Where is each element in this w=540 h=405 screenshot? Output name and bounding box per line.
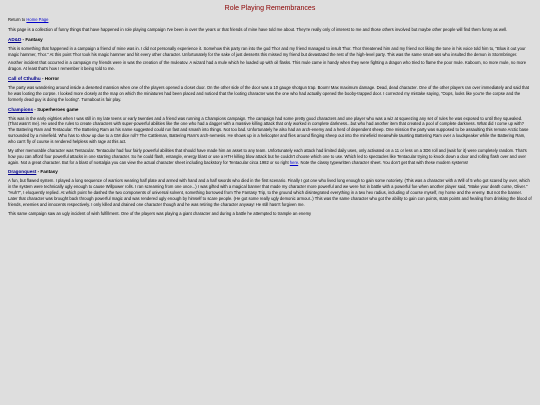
champions-paragraph-2-start: My other memorable character was Tentacular. Tentacular had four fairly powerful abilities that should have made him an asset to any team. Unfortunately each attack had limited daily uses, only activated on a 11 or less on a 3D6 roll and (wait for it) were completely random. That's how you can afford four powerful attacks in one starting character. So he could flash, entangle, energy blast or use a HTH killing blow attack but he couldn't choose which one to use. Which led to spectacles like Tentacular trying to knock down a door and rolling flash over and over again. Not a great character. But for a blast of nostalgia you can view the actual character sheet including backstory for Tentacular circa 1982 or so right (8, 147, 527, 165)
champions-heading-suffix: - Superheroes game (33, 106, 79, 112)
return-prefix: Return to (8, 17, 27, 22)
coc-heading-suffix: - Horror (40, 76, 60, 82)
character-sheet-link[interactable]: here (289, 159, 299, 165)
coc-paragraph-1: The party was wandering around inside a deserted mansion when one of the players opened a closet door. On the other side of the door was a 10 gauge shotgun trap. Boom! Max maximum damage. Dead, dead character. One of the other players ran over immediately and said that he was looting the corpse. I looked more closely at the map on which the miniatures had been placed and noticed that the looting character was the one who had actually opened the booby-trapped door. I corrected my mistake saying, "Oops, looks like you're the corpse and the formerly dead guy is doing the looting". Turnabout is fair play. (8, 85, 529, 102)
add-heading-suffix: - Fantasy (21, 36, 43, 42)
champions-paragraph-2 (8, 148, 532, 166)
intro-paragraph: This page is a collection of funny things that have happened in role playing campaign I've been in over the years or that friends of mine have told me about. They're really only of interest to me and those others involved but maybe other people will find them funny as well. (8, 26, 508, 32)
add-link[interactable]: AD&D (8, 36, 22, 42)
section-heading-add (8, 33, 532, 46)
section-heading-dragonquest (8, 165, 532, 178)
add-paragraph-2: Another incident that occurred in a campaign my friends were in was the creation of the muleatov. A wizard had a mule which he loaded up with oil flasks. This mule came in handy when they were fighting a dragon who tried to flame the poor mule. Kaboom, no more mule, no more dragon. At least that's how I remember it being told to me. (8, 60, 527, 72)
champions-paragraph-2-end: . Note the classy typewritten character sheet. You don't get that with these modern systems! (298, 159, 469, 165)
add-paragraph-1: This is something that happened in a campaign a friend of mine was in. I did not personally experience it. Somehow this party ran into the god Thor and my friend managed to insult Thor. Thor threatened him and my friend not liking the tone in his voice told him to, "Blow it out your magic hammer, Thor." At this point Thor took his magic hammer and hit every other character. Unfortunately for the sake of just desserts this missed my friend but devastated the rest of the high-level party. This was the same smart-ass who insulted the demon in Stormbringer. (8, 45, 526, 57)
section-heading-champions (8, 103, 532, 116)
dragonquest-paragraph-1: A fun, but flawed system. I played a long sequence of warriors wearing half plate and armed with hand and a half swords who died in the first scenario. Finally I got one who lived long enough to gain some notoriety. (This was a character with a Will of 5 who got scared by over, which in the system were technically ugly enough to cause Willpower rolls. I ran screaming from one once...) I was gifted with a magical banner that made my character more powerful and we were hot in battle with a powerful foe when another player said, "Make your death curse, Oliver." "Huh?", I eloquently replied. At which point he dashed the two components of universal solvent, something borrowed from The Fantasy Trip, to the ground which disintegrated everything in a two hex radius, including of course myself, my horse and the enemy. But not the banner. Later that character was brought back through powerful magic and was rendered ugly enough by himself to scare people. (He got some really ugly demonic armour..) This was the same character who got the ability to gain con points, stats points and healing from drinking the blood of friends, enemies and innocents respectively. I only killed and drained one character though and he was retiring the character anyway! He still hasn't forgiven me. (8, 178, 532, 207)
call-of-cthulhu-link[interactable]: Call of Cthulhu (8, 76, 41, 82)
champions-link[interactable]: Champions (8, 106, 34, 112)
home-page-link[interactable]: Home Page (26, 17, 49, 22)
section-heading-coc (8, 72, 532, 85)
page-title: Role Playing Remembrances (224, 5, 316, 12)
champions-paragraph-1: This was in the early eighties when I was still in my late teens or early twenties and a friend was running a Champions campaign. The campaign had some pretty good characters and one player who was a wiz at squeezing any set of rules he was exposed to until they squeaked. (That wasn't me). He used the rules to create characters with super-powerful abilities like the one who had a dagger with a massive killing attack that only worked in complete darkness...but who had another item that created a pool of complete darkness. What did I come up with? The Battering Ram and Tentacular. The Battering Ram as his name suggested could run fast and smash into things. Not too bad. Unfortunately he also had an arch-enemy and a herd of dependent sheep. One mission the party was supposed to be assaulting this remote Arctic base surrounded by a minefield. Who has to show up due to a GM dice roll? The Cattleman, Battering Ram's arch-nemesis. He shows up in a helicopter and flies around flinging sheep out into the minefield meanwhile taunting Battering Ram over a loudspeaker while the Battering Ram, who can't fly of course is rendered helpless with rage at this act. (8, 115, 529, 144)
dragonquest-heading-suffix: - Fantasy (36, 169, 58, 175)
dragonquest-paragraph-2: This same campaign saw an ugly incident of wish fulfillment. One of the players was playing a giant character and during a battle he attempted to trample an enemy (8, 210, 312, 216)
dragonquest-link[interactable]: Dragonquest (8, 169, 37, 175)
